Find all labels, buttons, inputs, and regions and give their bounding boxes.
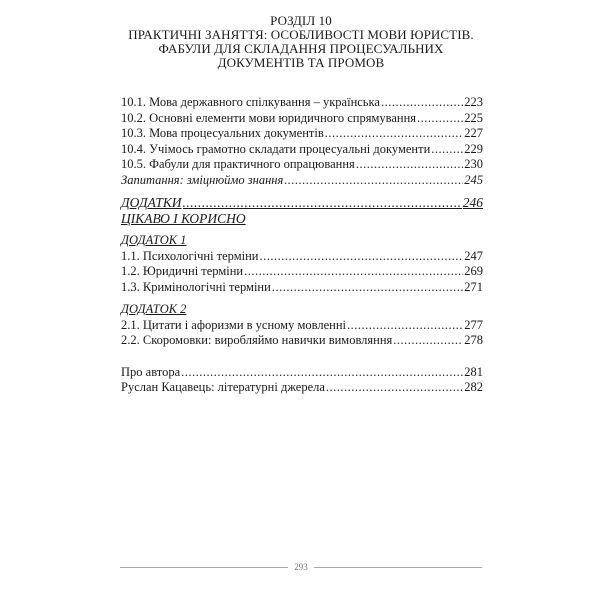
toc-entry-label: Запитання: зміцнюймо знання [121,172,284,187]
footer-rule-left [120,567,288,568]
toc-entry-page: 271 [464,279,483,294]
toc-entry-label: 1.1. Психологічні терміни [121,248,259,263]
footer-rule-right [314,567,482,568]
toc-entry-page: 278 [464,333,483,347]
interesting-heading: ЦІКАВО І КОРИСНО [121,210,246,226]
toc-entry-2-1[interactable] [121,318,483,334]
appendix-1-heading: ДОДАТОК 1 [121,233,187,247]
toc-leader-dots [417,111,463,127]
toc-entry-page: 246 [462,195,483,210]
toc-entry-2-2[interactable] [121,333,483,349]
toc-leader-dots [347,318,463,334]
toc-entry-10-5[interactable] [121,157,483,173]
toc-entry-page: 281 [464,364,483,379]
chapter-title-line-2: ФАБУЛИ ДЛЯ СКЛАДАННЯ ПРОЦЕСУАЛЬНИХ [158,41,444,56]
toc-entry-10-4[interactable] [121,142,483,158]
toc-entry-label: ДОДАТКИ [121,195,182,210]
toc-entry-appendices[interactable] [121,195,483,211]
page-number: 293 [294,562,308,572]
toc-entry-label: Руслан Кацавець: літературні джерела [121,380,325,394]
chapter-title-line-3: ДОКУМЕНТІВ ТА ПРОМОВ [217,55,385,70]
toc-entry-label: 1.2. Юридичні терміни [121,264,244,278]
toc-leader-dots [284,173,463,189]
toc-leader-dots [183,195,462,211]
appendix-2-heading: ДОДАТОК 2 [121,302,187,316]
toc-leader-dots [181,365,463,381]
toc-entry-label: 10.2. Основні елементи мови юридичного спрямування [121,110,417,125]
toc-leader-dots [356,157,463,173]
toc-entry-1-3[interactable] [121,280,483,296]
toc-entry-page: 223 [464,95,483,109]
toc-entry-page: 277 [464,317,483,332]
toc-entry-10-1[interactable] [121,95,483,111]
toc-leader-dots [325,126,464,142]
toc-entry-1-1[interactable] [121,249,483,265]
toc-leader-dots [393,333,463,349]
toc-entry-label: 10.4. Учімось грамотно складати процесуальні документи [121,141,431,156]
toc-entry-page: 282 [464,380,483,394]
toc-leader-dots [381,95,463,111]
toc-entry-questions[interactable] [121,173,483,189]
toc-entry-10-3[interactable] [121,126,483,142]
toc-entry-1-2[interactable] [121,264,483,280]
toc-leader-dots [272,280,463,296]
table-of-contents [121,95,483,396]
toc-entry-label: 2.1. Цитати і афоризми в усному мовленні [121,317,346,332]
toc-entry-label: 10.3. Мова процесуальних документів [121,126,324,140]
chapter-heading [120,14,482,70]
toc-entry-about-author[interactable] [121,365,483,381]
toc-entry-page: 269 [464,264,483,278]
chapter-number: РОЗДІЛ 10 [270,13,332,28]
toc-entry-page: 230 [464,157,483,171]
toc-entry-10-2[interactable] [121,111,483,127]
toc-entry-page: 247 [464,248,483,263]
toc-entry-label: 10.5. Фабули для практичного опрацювання [121,157,355,171]
toc-entry-label: 2.2. Скоромовки: виробляймо навички вимовляння [121,333,393,347]
toc-entry-label: 10.1. Мова державного спілкування – українська [121,95,380,109]
chapter-title-line-1: ПРАКТИЧНІ ЗАНЯТТЯ: ОСОБЛИВОСТІ МОВИ ЮРИСТІВ. [128,27,474,42]
toc-leader-dots [431,142,463,158]
toc-entry-label: Про автора [121,364,181,379]
toc-entry-label: 1.3. Кримінологічні терміни [121,279,271,294]
toc-leader-dots [244,264,463,280]
toc-entry-literary-sources[interactable] [121,380,483,396]
toc-leader-dots [260,249,464,265]
toc-leader-dots [326,380,463,396]
page-footer [120,562,482,572]
toc-entry-page: 229 [464,141,483,156]
toc-entry-page: 245 [464,172,483,187]
toc-entry-page: 225 [464,110,483,125]
toc-entry-page: 227 [464,126,483,140]
